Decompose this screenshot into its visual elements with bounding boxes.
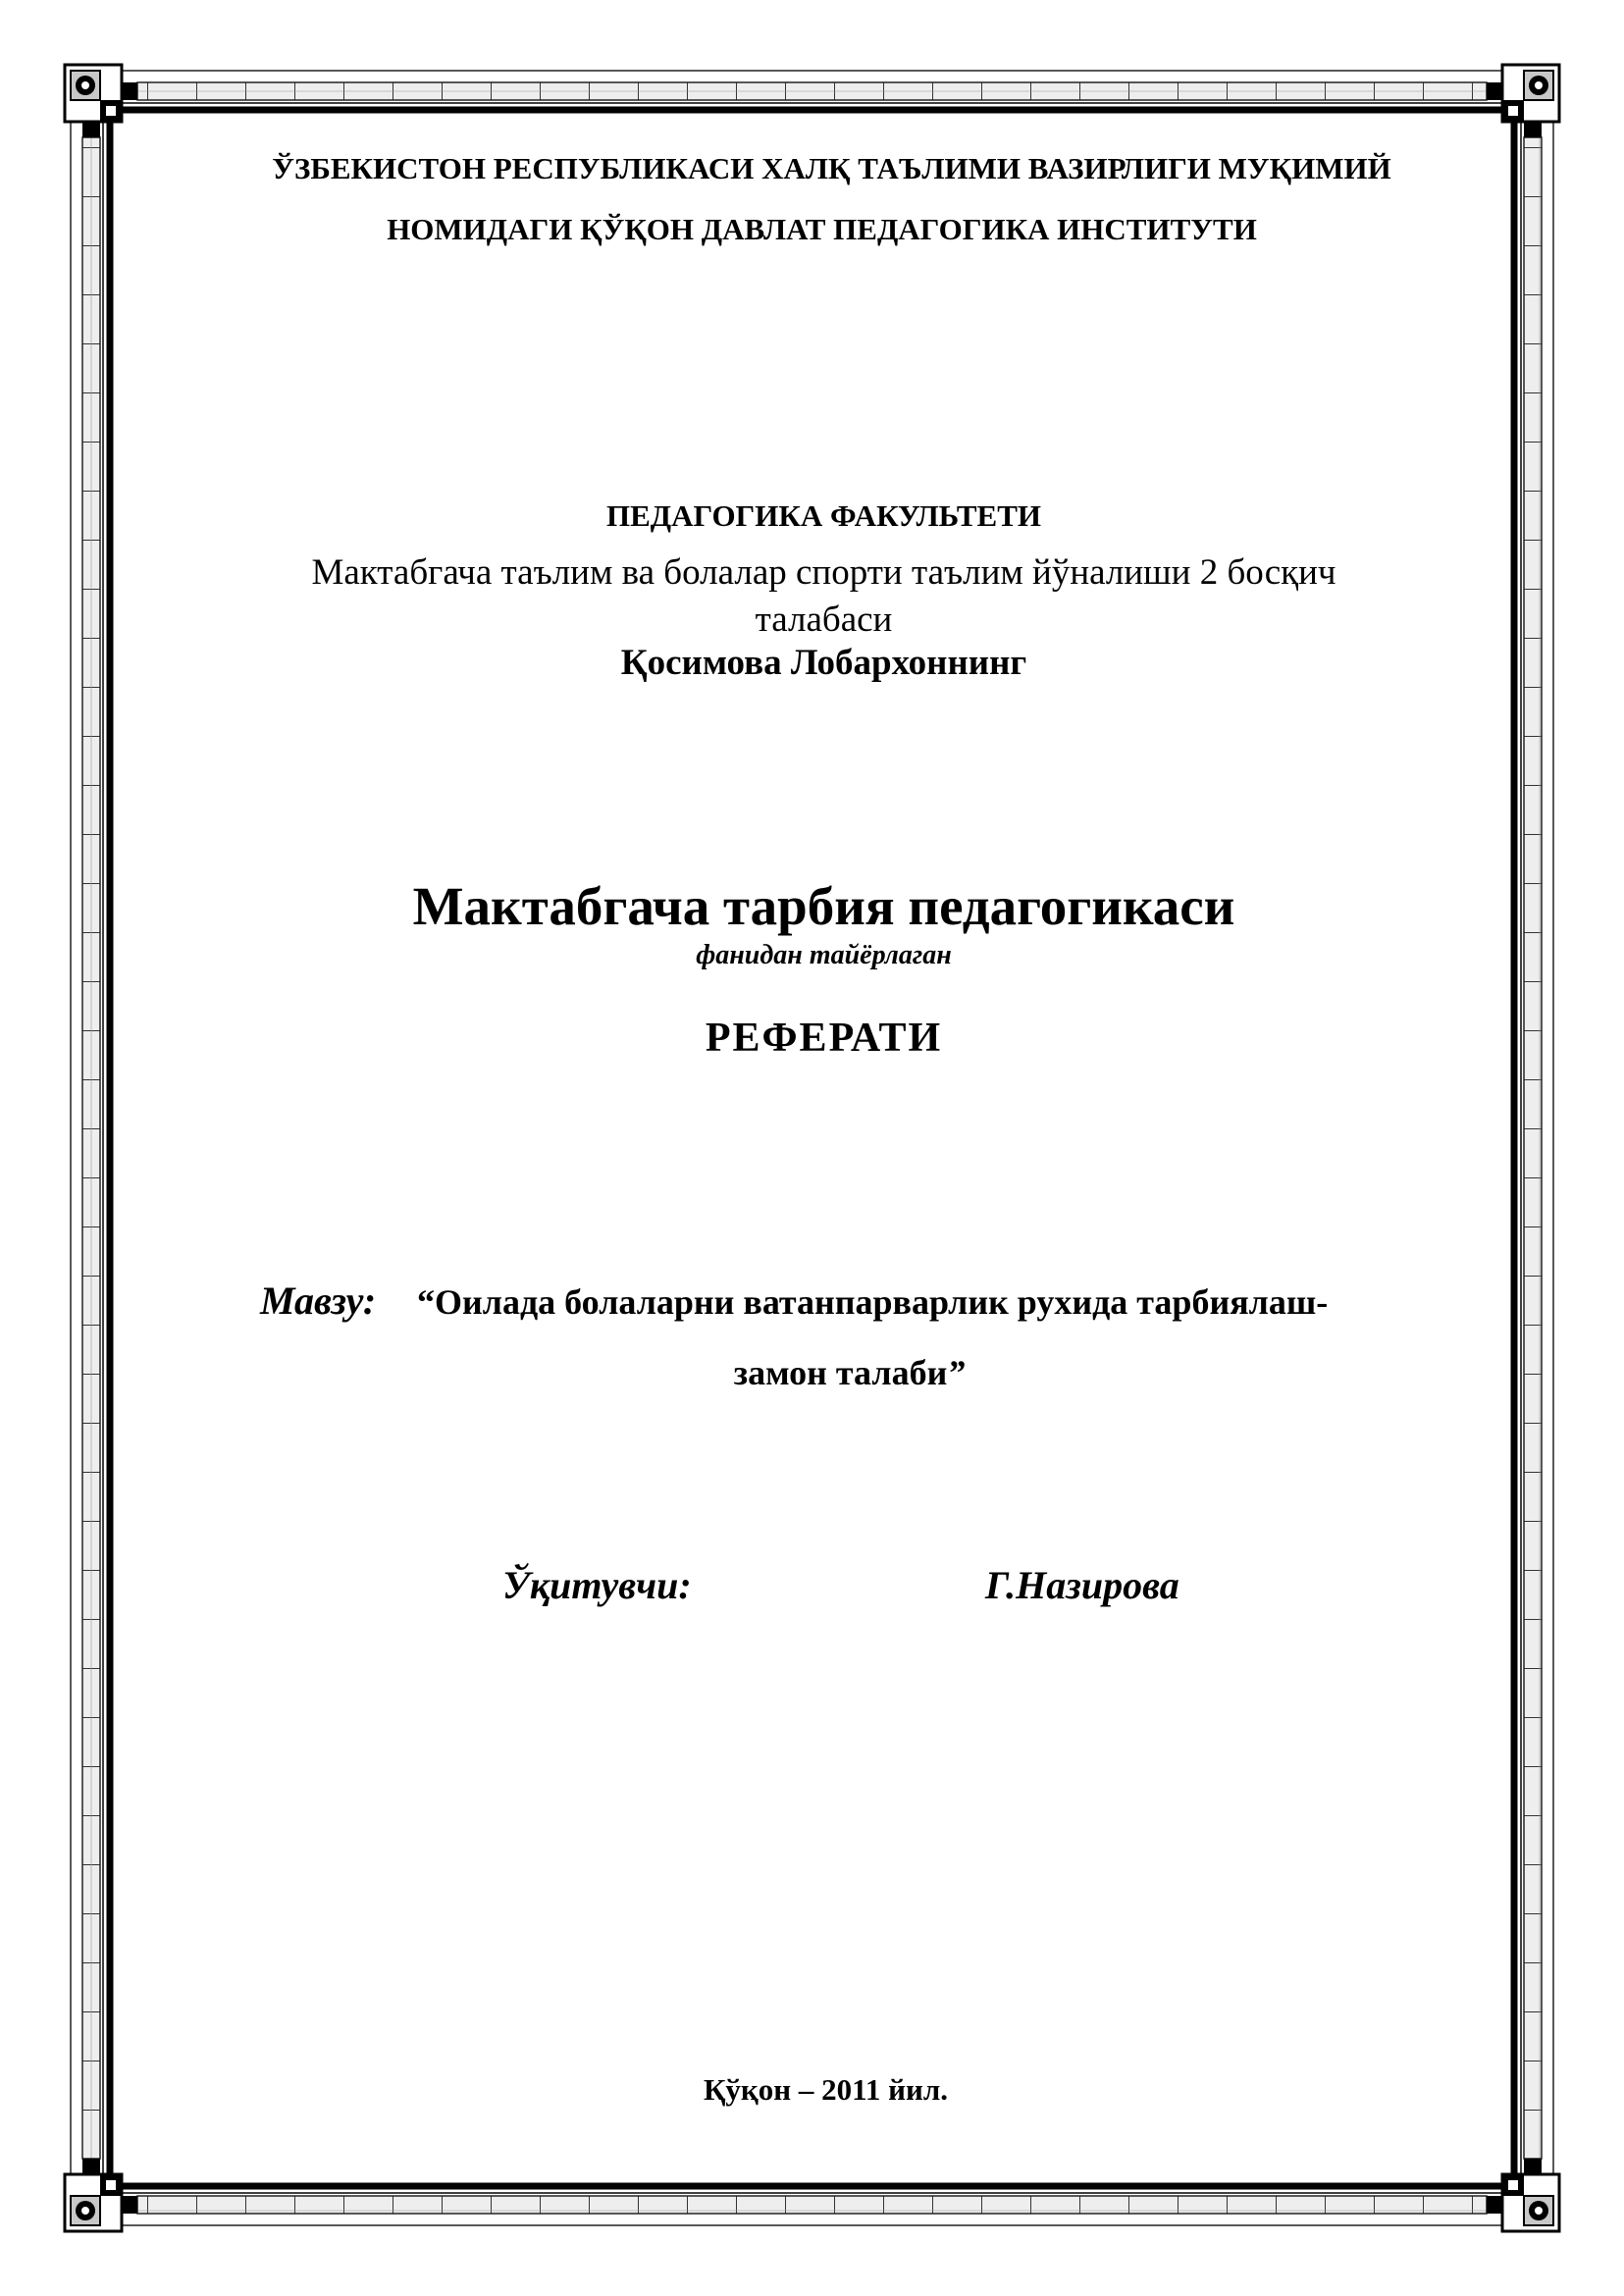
topic-closing-quote: ” (947, 1353, 966, 1392)
ministry-header-line2: НОМИДАГИ ҚЎҚОН ДАВЛАТ ПЕДАГОГИКА ИНСТИТУТИ (387, 212, 1257, 246)
place-and-year: Қўқон – 2011 йил. (703, 2072, 949, 2107)
faculty-title: ПЕДАГОГИКА ФАКУЛЬТЕТИ (605, 498, 1041, 533)
topic-line2-text: замон талаби (733, 1353, 948, 1392)
teacher-label: Ўқитувчи: (502, 1563, 692, 1607)
topic-line1: “Оилада болаларни ватанпарварлик рухида тарбиялаш- (417, 1282, 1329, 1322)
topic-label: Мавзу: (260, 1278, 377, 1323)
ministry-header-line1: ЎЗБЕКИСТОН РЕСПУБЛИКАСИ ХАЛҚ ТАЪЛИМИ ВАЗИРЛИГИ МУҚИМИЙ (272, 151, 1391, 185)
direction-line1: Мактабгача таълим ва болалар спорти таълим йўналиши 2 босқич (311, 552, 1336, 593)
student-name: Қосимова Лобархоннинг (620, 643, 1027, 683)
direction-line2: талабаси (755, 600, 893, 640)
subject-name: Мактабгача тарбия педагогикаси (412, 876, 1235, 936)
topic-line2 (37, 1352, 1624, 1393)
document-type: РЕФЕРАТИ (705, 1016, 943, 1061)
teacher-name: Г.Назирова (985, 1563, 1179, 1607)
subject-subtitle: фанидан тайёрлаган (696, 940, 952, 970)
